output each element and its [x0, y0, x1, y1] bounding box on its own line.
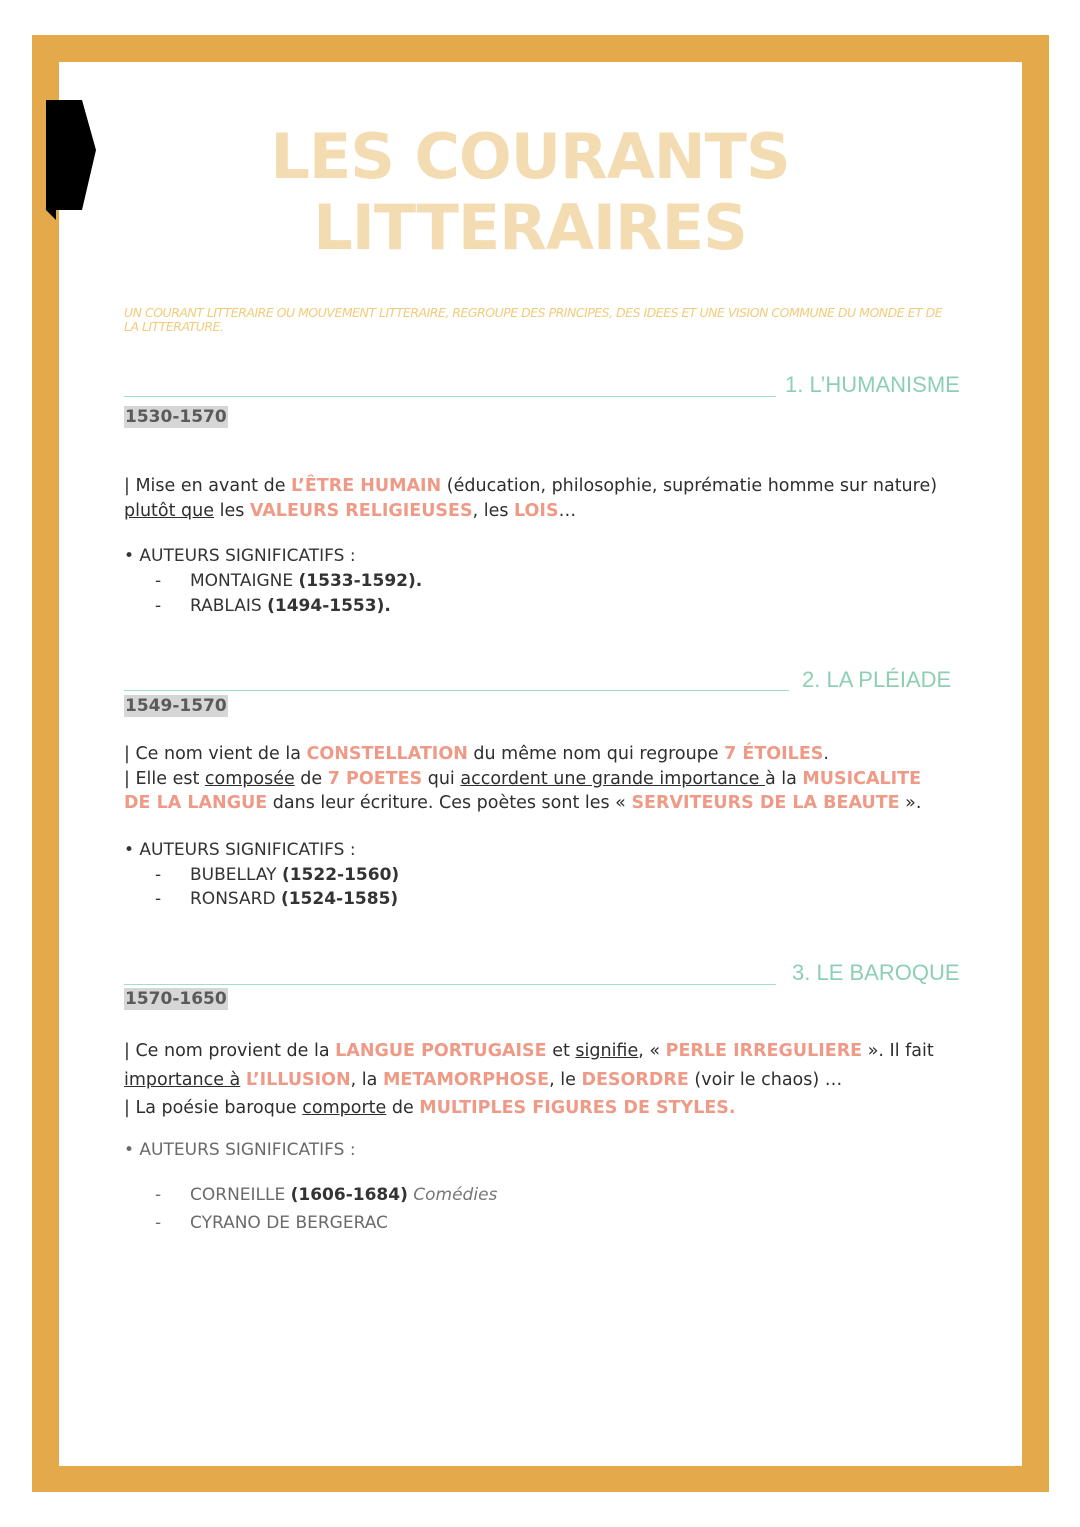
page-title-line1: LES COURANTS [270, 120, 790, 193]
intro-definition: UN COURANT LITTERAIRE OU MOUVEMENT LITTERAIRE, REGROUPE DES PRINCIPES, DES IDEES ET UNE VISION COMMUNE DU MONDE ET DE LA LITTERATURE. [124, 305, 943, 334]
section-heading-humanisme: 1. L’HUMANISME [785, 372, 960, 397]
author-item: - MONTAIGNE (1533-1592). [155, 571, 423, 591]
section-heading-baroque: 3. LE BAROQUE [792, 960, 960, 985]
authors-heading: • AUTEURS SIGNIFICATIFS : [124, 546, 356, 566]
section-rule [124, 396, 776, 397]
date-badge: 1530-1570 [125, 407, 227, 427]
date-badge: 1549-1570 [125, 696, 227, 716]
page-title-line2: LITTERAIRES [313, 191, 747, 264]
bookmark-tab-icon [46, 100, 96, 220]
author-item: - CORNEILLE (1606-1684) Comédies [155, 1185, 498, 1205]
baroque-description: | Ce nom provient de la LANGUE PORTUGAISE et signifie, « PERLE IRREGULIERE ». Il fait importance à L’ILLUSION, la METAMORPHOSE, le DESORDRE (voir le chaos) … | La poésie baroque comporte de MULTIPLES FIGURES DE STYLES. [124, 1041, 934, 1118]
date-badge: 1570-1650 [125, 989, 227, 1009]
author-item: - BUBELLAY (1522-1560) [155, 865, 400, 885]
section-heading-pleiade: 2. LA PLÉIADE [802, 667, 952, 692]
author-item: - RABLAIS (1494-1553). [155, 596, 391, 616]
authors-heading: • AUTEURS SIGNIFICATIFS : [124, 1140, 356, 1160]
authors-heading: • AUTEURS SIGNIFICATIFS : [124, 840, 356, 860]
section-rule [124, 984, 776, 985]
humanisme-description: | Mise en avant de L’ÊTRE HUMAIN (éducation, philosophie, suprématie homme sur nature) plutôt que les VALEURS RELIGIEUSES, les LOIS… [124, 476, 938, 521]
pleiade-description: | Ce nom vient de la CONSTELLATION du même nom qui regroupe 7 ÉTOILES. | Elle est composée de 7 POETES qui accordent une grande importance à la MUSICALITE DE LA LANGUE dans leur écriture. Ces poètes sont les « SERVITEURS DE LA BEAUTE ». [124, 744, 922, 813]
author-item: - CYRANO DE BERGERAC [155, 1213, 388, 1233]
author-item: - RONSARD (1524-1585) [155, 889, 399, 909]
section-rule [124, 690, 789, 691]
